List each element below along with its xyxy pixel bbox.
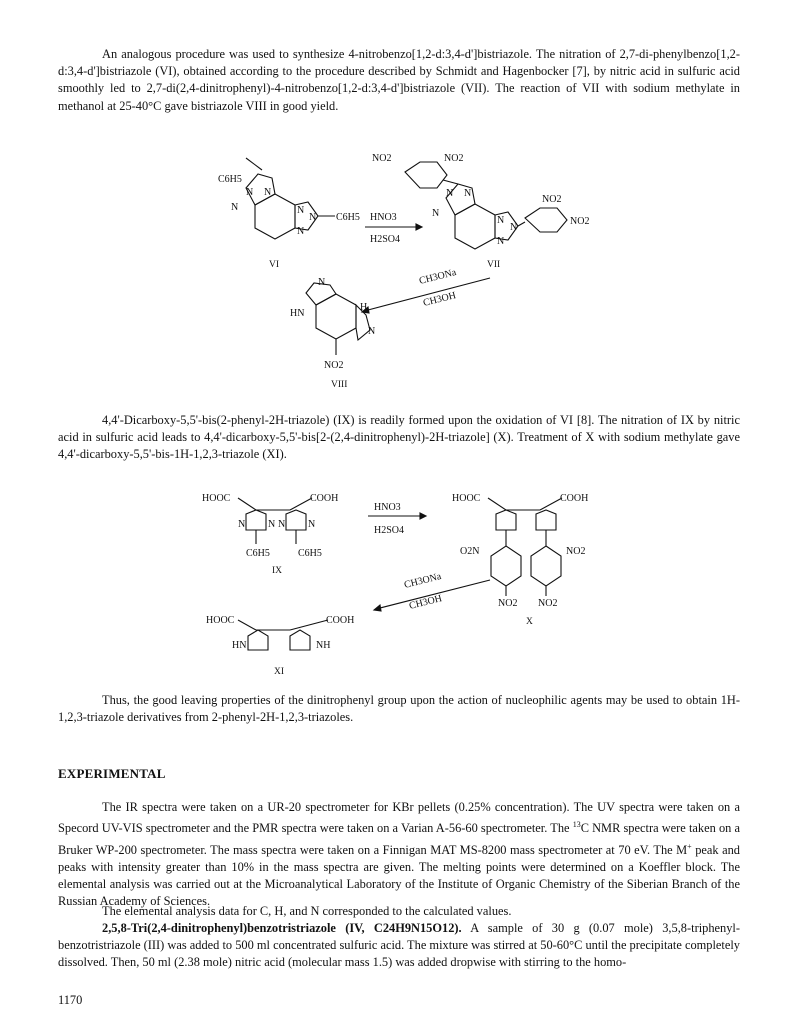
nitro-label: NO2 <box>372 153 392 164</box>
phenyl-label: C6H5 <box>298 548 322 559</box>
atom-label: N <box>368 326 376 337</box>
page-number: 1170 <box>58 993 83 1007</box>
structure-vii <box>405 162 567 249</box>
atom-label: HN <box>290 308 305 319</box>
atom-label: N <box>268 519 276 530</box>
carboxyl-label: HOOC <box>202 493 231 504</box>
carboxyl-label: COOH <box>310 493 339 504</box>
compound-label-x: X <box>526 617 533 627</box>
paragraph-text: peak and peaks with intensity greater than 10% in the mass spectra are given. The melting points were determined on a Koeffler block. The elemental analysis was carried out at the Microanalytical Laboratory of the Institute of Organic Chemistry of the Siberian Branch of the Russian Academy of Sciences. <box>58 842 740 909</box>
nitro-label: NO2 <box>538 598 558 609</box>
paragraph-elemental-analysis <box>58 903 740 920</box>
carboxyl-label: COOH <box>560 493 589 504</box>
paragraph-text: Thus, the good leaving properties of the dinitrophenyl group upon the action of nucleophilic agents may be used to obtain 1H-1,2,3-triazole derivatives from 2-phenyl-2H-1,2,3-triazoles. <box>58 693 740 725</box>
nitro-label: NO2 <box>570 216 590 227</box>
atom-label: N <box>464 188 472 199</box>
structure-xi <box>238 620 331 651</box>
paragraph-dicarboxy <box>58 412 740 464</box>
atom-label: HN <box>232 640 247 651</box>
atom-label: N <box>510 222 518 233</box>
reagent-ch3ona: CH3ONa <box>403 571 443 591</box>
atom-label: N <box>246 187 254 198</box>
atom-label: N <box>231 202 239 213</box>
nitro-label: NO2 <box>444 153 464 164</box>
nitro-label: O2N <box>460 546 480 557</box>
reagent-ch3oh: CH3OH <box>408 593 444 612</box>
compound-label-viii: VIII <box>331 380 348 390</box>
atom-label: N <box>238 519 246 530</box>
atom-label: N <box>297 205 305 216</box>
atom-label: NH <box>316 640 331 651</box>
section-heading-experimental: EXPERIMENTAL <box>58 766 166 781</box>
atom-label: N <box>318 277 326 288</box>
reagent-h2so4: H2SO4 <box>374 525 405 536</box>
reaction-scheme-2 <box>0 484 796 684</box>
reagent-hno3: HNO3 <box>374 502 401 513</box>
atom-label: N <box>297 226 305 237</box>
paragraph-text: An analogous procedure was used to synthesize 4-nitrobenzo[1,2-d:3,4-d']bistriazole. The nitration of 2,7-di-phenylbenzo[1,2-d:3,4-d']bistriazole (VI), obtained according to the procedure described by Schmidt and Hagenbocker [7], by nitric acid in sulfuric acid smoothly led to 2,7-di(2,4-dinitrophenyl)-4-nitrobenzo[1,2-d:3,4-d']bistriazole (VII). The reaction of VII with sodium methylate in methanol at 25-40°C gave bistriazole VIII in good yield. <box>58 47 740 113</box>
paragraph-text: The elemental analysis data for C, H, and N corresponded to the calculated values. <box>102 904 512 918</box>
compound-title: 2,5,8-Tri(2,4-dinitrophenyl)benzotristriazole (IV, C24H9N15O12). <box>102 921 462 935</box>
atom-label: N <box>309 212 317 223</box>
phenyl-label: C6H5 <box>218 174 242 185</box>
atom-label: N <box>497 236 505 247</box>
atom-label: N <box>308 519 316 530</box>
nitro-label: NO2 <box>498 598 518 609</box>
paragraph-instruments <box>58 799 740 910</box>
paragraph-text: 4,4'-Dicarboxy-5,5'-bis(2-phenyl-2H-triazole) (IX) is readily formed upon the oxidation of VI [8]. The nitration of IX by nitric acid in sulfuric acid leads to 4,4'-dicarboxy-5,5'-bis[2-(2,4-dinitrophenyl)-2H-triazole] (X). Treatment of X with sodium methylate gave 4,4'-dicarboxy-5,5'-bis-1H-1,2,3-triazole (XI). <box>58 413 740 462</box>
phenyl-label: C6H5 <box>336 212 360 223</box>
compound-label-xi: XI <box>274 667 285 677</box>
structure-x <box>488 498 562 596</box>
nitro-label: NO2 <box>324 360 344 371</box>
atom-label: N <box>497 215 505 226</box>
paragraph-text: A sample of 30 g (0.07 mole) 3,5,8-triphenyl-benzotristriazole (III) was added to 500 ml concentrated sulfuric acid. The mixture was stirred at 50-60°C until the precipitate completely dissolved. Then, 50 ml (2.38 mole) nitric acid (molecular mass 1.5) was added dropwise with stirring to the homo- <box>58 921 740 970</box>
paragraph-text: C NMR spectra were taken on a Bruker WP-200 spectrometer. The mass spectra were taken on a Finnigan MAT MS-8200 mass spectrometer at 70 eV. The M <box>58 821 740 857</box>
nitro-label: NO2 <box>542 194 562 205</box>
atom-label: H <box>360 302 368 313</box>
structure-vi <box>246 158 335 239</box>
reagent-ch3ona: CH3ONa <box>418 267 458 287</box>
atom-label: N <box>264 187 272 198</box>
atom-label: N <box>432 208 440 219</box>
reagent-h2so4: H2SO4 <box>370 234 401 245</box>
paragraph-leaving-group <box>58 692 740 726</box>
carboxyl-label: HOOC <box>206 615 235 626</box>
paragraph-synthesis-vii <box>58 46 740 115</box>
reagent-hno3: HNO3 <box>370 212 397 223</box>
nitro-label: NO2 <box>566 546 586 557</box>
compound-label-vii: VII <box>487 260 501 270</box>
paragraph-text: The IR spectra were taken on a UR-20 spectrometer for KBr pellets (0.25% concentration). The UV spectra were taken on a Specord UV-VIS spectrometer and the PMR spectra were taken on a Varian A-56-60 spectrometer. The <box>58 800 740 836</box>
structure-viii <box>306 283 370 355</box>
reaction-scheme-1 <box>0 150 796 400</box>
compound-label-vi: VI <box>269 260 280 270</box>
atom-label: N <box>278 519 286 530</box>
isotope-superscript: 13 <box>572 820 581 830</box>
phenyl-label: C6H5 <box>246 548 270 559</box>
reagent-ch3oh: CH3OH <box>422 290 458 309</box>
carboxyl-label: HOOC <box>452 493 481 504</box>
paragraph-procedure-iv <box>58 920 740 972</box>
charge-superscript: + <box>687 841 692 851</box>
compound-label-ix: IX <box>272 566 283 576</box>
carboxyl-label: COOH <box>326 615 355 626</box>
atom-label: N <box>446 188 454 199</box>
